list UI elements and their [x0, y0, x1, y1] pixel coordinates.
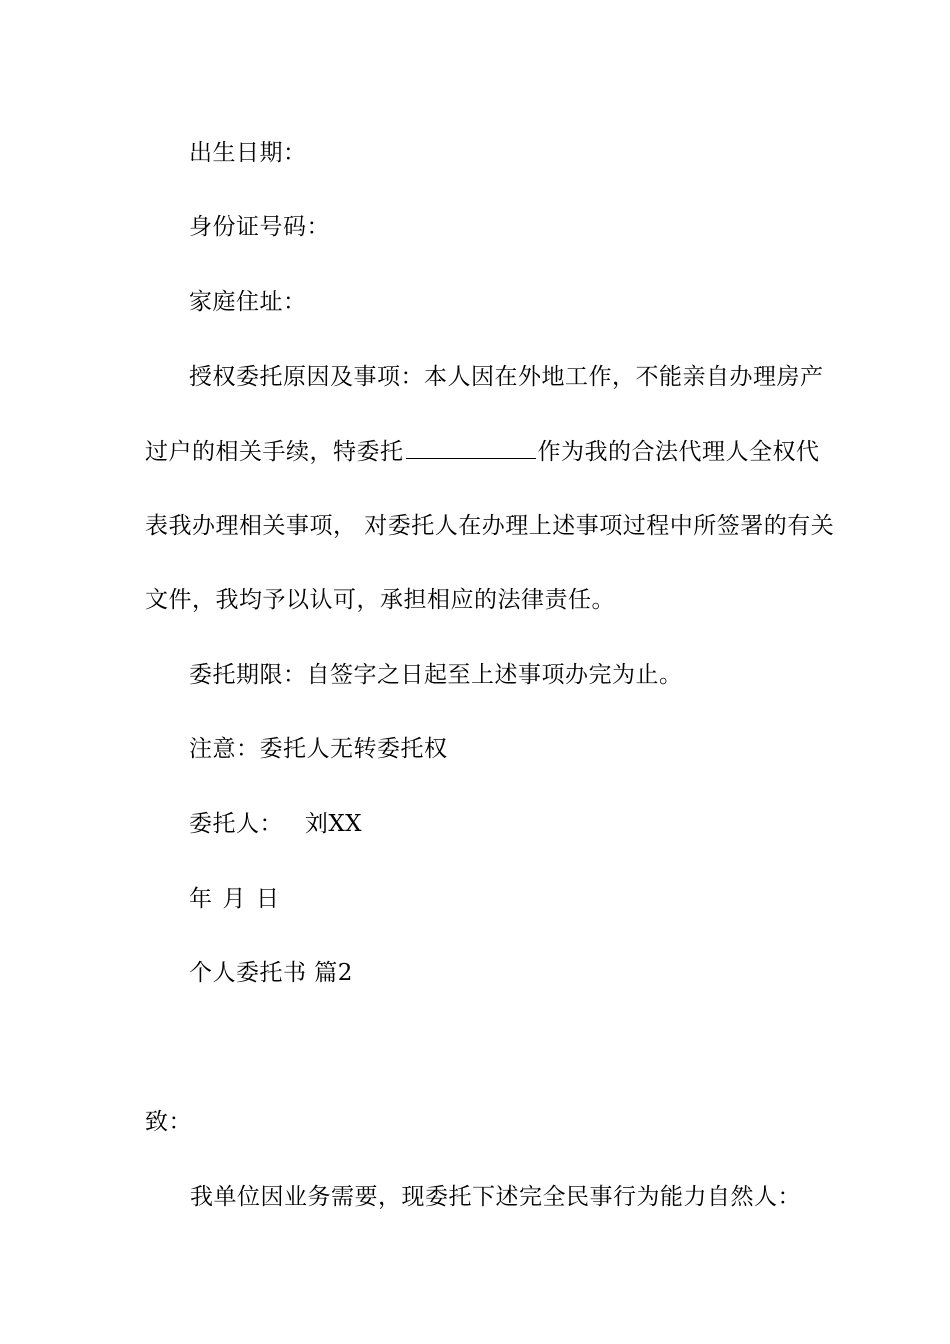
principal-line	[189, 809, 362, 839]
to-label: 致：	[145, 1109, 192, 1135]
principal-name: 刘XX	[304, 811, 363, 837]
agent-name-blank	[406, 436, 536, 459]
date-month: 月	[222, 886, 246, 912]
authorization-paragraph-line-4: 文件，我均予以认可，承担相应的法律责任。	[145, 587, 615, 613]
home-address-label: 家庭住址：	[189, 289, 307, 315]
note-no-subdelegation: 注意：委托人无转委托权	[189, 736, 448, 762]
id-number-label: 身份证号码：	[189, 214, 330, 240]
principal-label: 委托人：	[189, 811, 283, 837]
date-day: 日	[256, 886, 280, 912]
authorization-paragraph-line-2	[145, 436, 820, 467]
authorization-paragraph-line-1: 授权委托原因及事项：本人因在外地工作，不能亲自办理房产	[189, 364, 824, 390]
birth-date-label: 出生日期：	[189, 140, 307, 166]
authorization-text-before-blank: 过户的相关手续，特委托	[145, 439, 404, 465]
signature-date	[189, 884, 290, 914]
authorization-term: 委托期限：自签字之日起至上述事项办完为止。	[189, 662, 683, 688]
section-2-paragraph-line-1: 我单位因业务需要，现委托下述完全民事行为能力自然人：	[190, 1184, 801, 1210]
authorization-text-after-blank: 作为我的合法代理人全权代	[537, 439, 820, 465]
authorization-paragraph-line-3: 表我办理相关事项， 对委托人在办理上述事项过程中所签署的有关	[145, 513, 835, 539]
section-2-title: 个人委托书 篇2	[189, 960, 353, 986]
date-year: 年	[189, 886, 213, 912]
